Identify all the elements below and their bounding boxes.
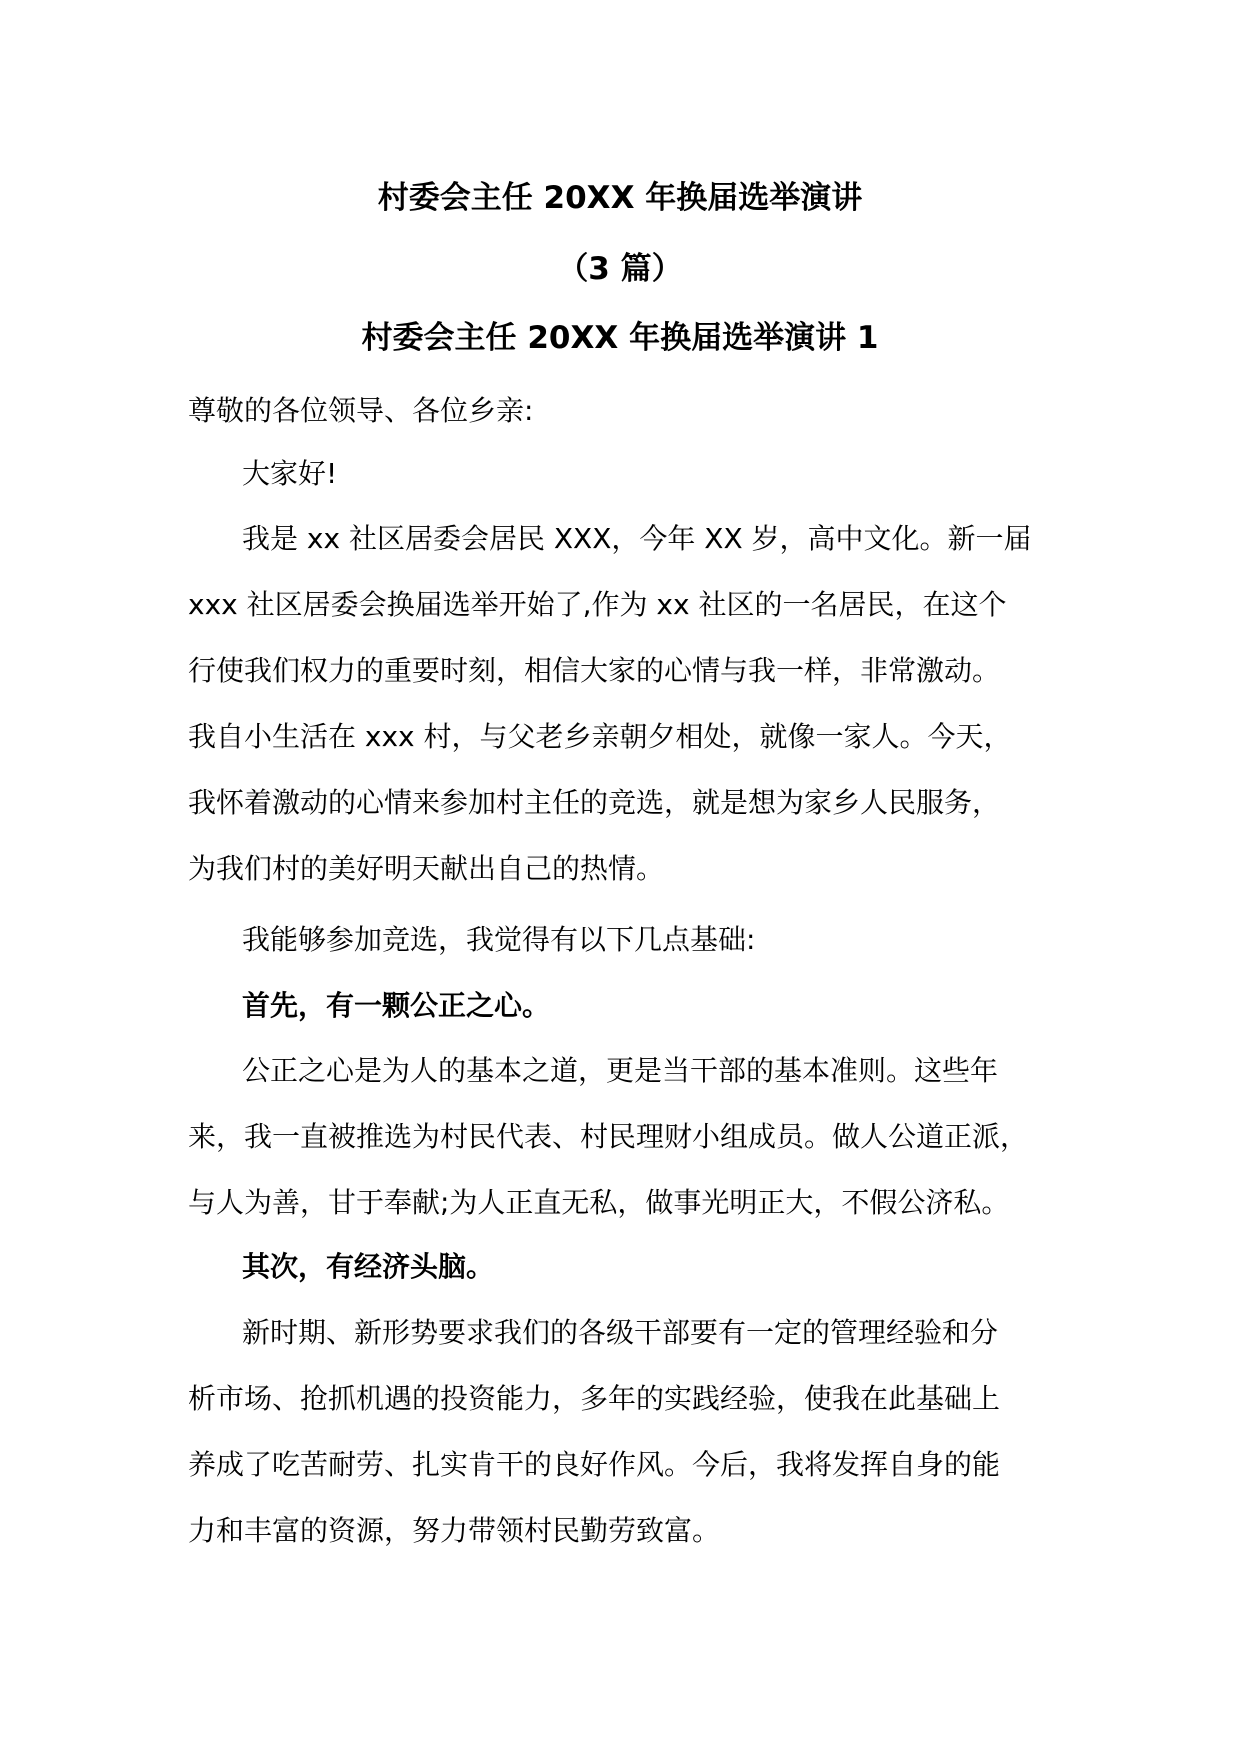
intro-paragraph bbox=[188, 506, 1068, 902]
paragraph-line: 为我们村的美好明天献出自己的热情。 bbox=[188, 852, 665, 885]
paragraph-line: xxx 社区居委会换届选举开始了,作为 xx 社区的一名居民，在这个 bbox=[188, 588, 1007, 621]
paragraph-line: 新时期、新形势要求我们的各级干部要有一定的管理经验和分 bbox=[242, 1316, 999, 1349]
section-title: 村委会主任 20XX 年换届选举演讲 1 bbox=[361, 320, 879, 356]
second-point-heading bbox=[188, 1234, 1068, 1300]
paragraph-line: 我怀着激动的心情来参加村主任的竞选，就是想为家乡人民服务， bbox=[188, 786, 1001, 819]
first-point-paragraph bbox=[188, 1038, 1068, 1236]
document-title: 村委会主任 20XX 年换届选举演讲 bbox=[377, 180, 863, 216]
greeting-paragraph bbox=[188, 441, 1068, 507]
basis-intro-paragraph bbox=[188, 907, 1068, 973]
heading-line: 首先，有一颗公正之心。 bbox=[242, 989, 551, 1022]
paragraph-line: 行使我们权力的重要时刻，相信大家的心情与我一样，非常激动。 bbox=[188, 654, 1001, 687]
paragraph-line: 公正之心是为人的基本之道，更是当干部的基本准则。这些年 bbox=[242, 1054, 999, 1087]
paragraph-line: 来，我一直被推选为村民代表、村民理财小组成员。做人公道正派， bbox=[188, 1120, 1029, 1153]
paragraph-line: 与人为善，甘于奉献;为人正直无私，做事光明正大，不假公济私。 bbox=[188, 1186, 1010, 1219]
paragraph-line: 我是 xx 社区居委会居民 XXX，今年 XX 岁，高中文化。新一届 bbox=[242, 522, 1032, 555]
paragraph-line: 析市场、抢抓机遇的投资能力，多年的实践经验，使我在此基础上 bbox=[188, 1382, 1001, 1415]
heading-line: 其次，有经济头脑。 bbox=[242, 1250, 495, 1283]
paragraph-line: 我自小生活在 xxx 村，与父老乡亲朝夕相处，就像一家人。今天， bbox=[188, 720, 1012, 753]
paragraph-line: 我能够参加竞选，我觉得有以下几点基础: bbox=[242, 923, 756, 956]
greeting-line: 大家好! bbox=[242, 457, 338, 490]
second-point-paragraph bbox=[188, 1300, 1068, 1564]
document-subtitle: （3 篇） bbox=[557, 251, 683, 287]
paragraph-line: 养成了吃苦耐劳、扎实肯干的良好作风。今后，我将发挥自身的能 bbox=[188, 1448, 1001, 1481]
first-point-heading bbox=[188, 973, 1068, 1039]
salutation: 尊敬的各位领导、各位乡亲: bbox=[188, 394, 534, 427]
paragraph-line: 力和丰富的资源，努力带领村民勤劳致富。 bbox=[188, 1514, 721, 1547]
